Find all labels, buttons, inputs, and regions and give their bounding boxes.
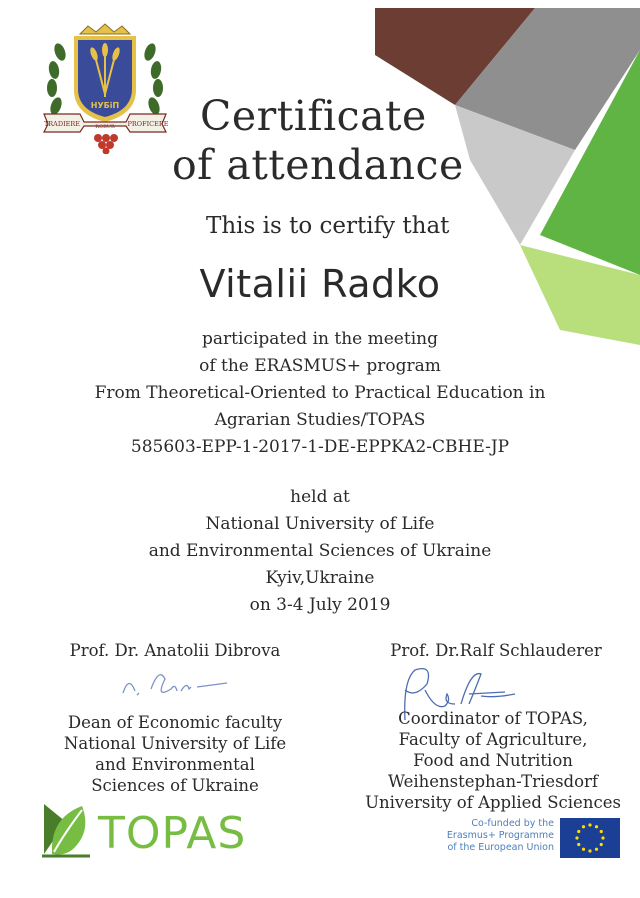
project-code: 585603-EPP-1-2017-1-DE-EPPKA2-CBHE-JP [130,437,510,457]
eu-star [577,830,580,833]
recipient-name: Vitalii Radko [199,262,441,306]
eu-star [582,825,585,828]
eu-line: Co-funded by the [471,818,554,829]
meeting-line: participated in the meeting [202,329,438,349]
eu-star [577,843,580,846]
role-line: Dean of Economic faculty [67,713,283,732]
left-signatory-name: Prof. Dr. Anatolii Dibrova [69,641,281,660]
role-line: and Environmental [95,755,255,774]
venue-line: and Environmental Sciences of Ukraine [148,541,492,561]
role-line: Faculty of Agriculture, [398,730,588,749]
right-signatory-name: Prof. Dr.Ralf Schlauderer [390,641,602,660]
meeting-details [0,326,640,461]
role-line: University of Applied Sciences [365,793,621,812]
meeting-line: Agrarian Studies/TOPAS [214,410,426,430]
shield-text: НУБіП [90,101,120,110]
role-line: National University of Life [63,734,287,753]
certify-statement: This is to certify that [206,213,450,239]
venue-line: National University of Life [205,514,435,534]
banner-center-text: ROBUR [95,124,115,130]
venue-details [0,484,640,619]
certificate-title-line1: Certificate [200,92,427,140]
venue-line: held at [290,487,350,507]
university-emblem [40,22,170,154]
left-signatory-role [40,712,310,796]
venue-line: Kyiv,Ukraine [265,568,375,588]
eu-star [588,849,591,852]
eu-star [595,848,598,851]
event-date: on 3-4 July 2019 [249,595,391,615]
certificate-title-line2: of attendance [172,141,464,189]
role-line: Food and Nutrition [413,751,573,770]
eu-funding-text [428,818,554,854]
topas-leaf-icon [38,798,98,860]
role-line: Sciences of Ukraine [91,776,259,795]
meeting-line: From Theoretical-Oriented to Practical Education in [94,383,546,403]
role-line: Weihenstephan-Triesdorf [387,772,599,791]
eu-star [600,830,603,833]
eu-star [600,843,603,846]
eu-star [601,836,604,839]
banner-right-text: PROFICERE [127,120,169,128]
role-line: Coordinator of TOPAS, [398,709,588,728]
banner-left-text: TRADIERE [43,120,81,128]
eu-star [588,823,591,826]
topas-logo-text: TOPAS [98,808,247,859]
left-signature [115,665,235,705]
eu-flag-icon [560,818,620,858]
eu-line: of the European Union [447,842,554,853]
eu-star [575,836,578,839]
right-signatory-role [348,708,638,813]
eu-line: Erasmus+ Programme [446,830,554,841]
eu-star [582,848,585,851]
eu-star [595,825,598,828]
meeting-line: of the ERASMUS+ program [199,356,441,376]
